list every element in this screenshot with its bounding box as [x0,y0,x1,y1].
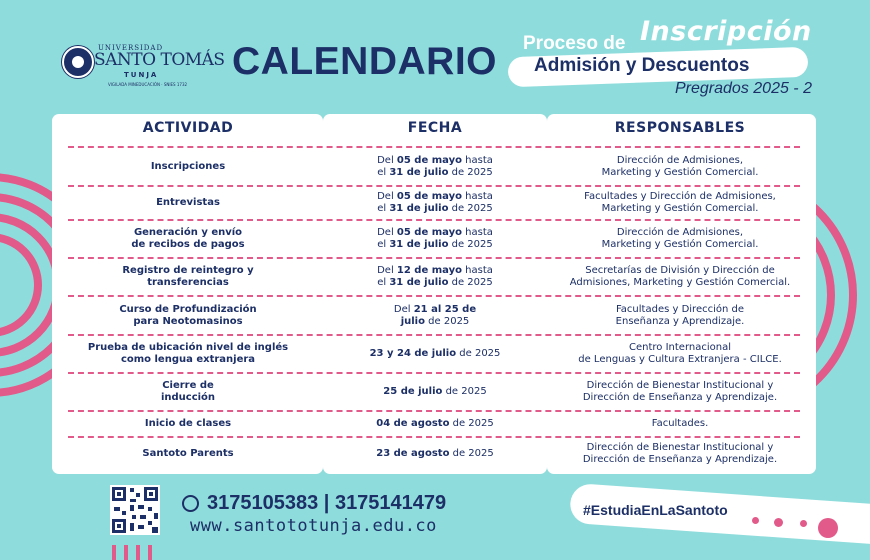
fecha-line [377,265,493,277]
fecha-line [394,304,476,316]
cell-responsables [548,148,812,185]
fecha-line [377,155,493,167]
fecha-line [376,448,494,460]
responsables-line: Facultades y Dirección de Admisiones, [584,191,776,202]
fecha-text: Del [377,191,397,202]
responsables-line: de Lenguas y Cultura Extranjera - CILCE. [578,354,782,365]
responsables-line: Dirección de Enseñanza y Aprendizaje. [582,454,778,465]
decorative-dot [774,518,783,527]
actividad-line: Cierre de [162,380,214,391]
fecha-date: julio [400,315,425,327]
website-link[interactable]: www.santototunja.edu.co [190,516,437,536]
fecha-text: de 2025 [456,348,501,359]
responsables-line: Enseñanza y Aprendizaje. [615,315,745,327]
cell-actividad [56,187,320,219]
cell-responsables [548,374,812,410]
hashtag: #EstudiaEnLaSantoto [583,502,728,518]
cell-fecha [326,374,544,410]
responsables-line: Dirección de Enseñanza y Aprendizaje. [582,392,778,403]
actividad-line: Inicio de clases [144,418,232,429]
cell-fecha [326,148,544,185]
fecha-text: el [377,239,390,250]
responsables-line: Centro Internacional [629,342,731,353]
fecha-line [377,203,493,215]
actividad-line: Inscripciones [150,160,226,172]
actividad-line: de recibos de pagos [131,239,245,250]
logo-univ: UNIVERSIDAD [98,44,164,52]
fecha-text: de 2025 [449,418,494,429]
fecha-date: 31 de julio [389,166,449,178]
decorative-dot [800,520,807,527]
cell-actividad [56,374,320,410]
responsables-line: Dirección de Admisiones, [616,227,744,238]
fecha-text: hasta [461,191,493,202]
logo-city: TUNJA [124,71,159,79]
fecha-line [377,167,493,179]
fecha-text: hasta [461,265,493,276]
logo-small: VIGILADA MINEDUCACIÓN · SNIES 1732 [108,82,188,87]
fecha-text: de 2025 [449,448,494,459]
responsables-line: Admisiones, Marketing y Gestión Comercial. [569,277,791,288]
fecha-date: 05 de mayo [396,227,462,238]
fecha-line [370,348,501,360]
fecha-text: el [377,166,390,178]
cell-actividad [56,336,320,372]
cell-actividad [56,148,320,185]
phone-text: 3175105383 | 3175141479 [207,492,447,514]
fecha-date: 25 de julio [383,386,443,397]
cell-responsables [548,336,812,372]
cell-responsables [548,259,812,295]
actividad-line: Generación y envío [133,227,243,238]
cell-responsables [548,438,812,470]
cell-actividad [56,438,320,470]
responsables-line: Dirección de Admisiones, [616,154,744,166]
cell-fecha [326,336,544,372]
actividad-line: Santoto Parents [142,448,234,459]
university-logo [62,44,225,94]
fecha-date: 05 de mayo [396,154,462,166]
cell-actividad [56,259,320,295]
fecha-text: Del [377,154,397,166]
actividad-line: como lengua extranjera [120,354,256,365]
fecha-date: 23 y 24 de julio [369,348,457,359]
seal-icon [62,46,94,78]
cell-actividad [56,221,320,257]
fecha-line [377,227,493,239]
fecha-date: 31 de julio [389,277,449,288]
inscripcion-text: Inscripción [640,16,812,47]
cell-responsables [548,412,812,436]
fecha-text: hasta [461,227,493,238]
page-title: CALENDARIO [232,40,497,83]
fecha-text: de 2025 [448,277,493,288]
cell-fecha [326,187,544,219]
cell-fecha [326,221,544,257]
responsables-line: Marketing y Gestión Comercial. [601,203,759,214]
admision-text: Admisión y Descuentos [534,55,750,76]
decorative-bars [110,545,162,560]
responsables-line: Facultades y Dirección de [615,303,745,315]
header-actividad: ACTIVIDAD [142,120,234,136]
actividad-line: Entrevistas [156,197,220,208]
fecha-date: 04 de agosto [376,418,450,429]
decorative-dot [752,517,759,524]
fecha-line [377,239,493,251]
fecha-line [376,418,494,430]
actividad-line: transferencias [147,277,229,288]
responsables-line: Facultades. [651,418,709,429]
fecha-text: el [377,277,390,288]
fecha-line [377,277,493,289]
responsables-line: Marketing y Gestión Comercial. [601,239,759,250]
qr-code-icon [110,485,160,535]
phone-numbers[interactable] [182,492,446,515]
pregrados-text: Pregrados 2025 - 2 [675,80,812,97]
responsables-line: Dirección de Bienestar Institucional y [586,380,774,391]
fecha-date: 12 de mayo [396,265,462,276]
cell-fecha [326,438,544,470]
cell-responsables [548,221,812,257]
decorative-dot [818,518,838,538]
fecha-text: hasta [461,154,493,166]
responsables-line: Marketing y Gestión Comercial. [601,166,759,178]
fecha-text: el [377,203,390,214]
fecha-date: 23 de agosto [376,448,450,459]
cell-actividad [56,297,320,334]
cell-responsables [548,297,812,334]
fecha-line [377,191,493,203]
cell-fecha [326,297,544,334]
actividad-line: inducción [160,392,216,403]
fecha-date: 31 de julio [389,239,449,250]
whatsapp-icon [182,495,199,512]
header-responsables: RESPONSABLES [614,120,746,136]
fecha-line [401,316,470,328]
fecha-text: de 2025 [448,239,493,250]
cell-responsables [548,187,812,219]
fecha-date: 05 de mayo [396,191,462,202]
fecha-text: de 2025 [424,315,470,327]
fecha-line [383,386,486,398]
actividad-line: para Neotomasinos [133,315,243,327]
actividad-line: Registro de reintegro y [122,265,254,276]
cell-fecha [326,259,544,295]
header-fecha: FECHA [407,120,463,136]
fecha-text: de 2025 [448,203,493,214]
fecha-text: Del [377,227,397,238]
fecha-text: de 2025 [448,166,493,178]
fecha-text: Del [377,265,397,276]
cell-fecha [326,412,544,436]
proceso-text: Proceso de [523,33,626,54]
cell-actividad [56,412,320,436]
fecha-date: 31 de julio [389,203,449,214]
fecha-date: 21 al 25 de [413,303,477,315]
fecha-text: de 2025 [442,386,487,397]
responsables-line: Secretarías de División y Dirección de [585,265,775,276]
fecha-text: Del [393,303,414,315]
actividad-line: Prueba de ubicación nivel de inglés [87,342,289,353]
responsables-line: Dirección de Bienestar Institucional y [586,442,774,453]
logo-name: SANTO TOMÁS [94,50,225,70]
actividad-line: Curso de Profundización [119,303,257,315]
